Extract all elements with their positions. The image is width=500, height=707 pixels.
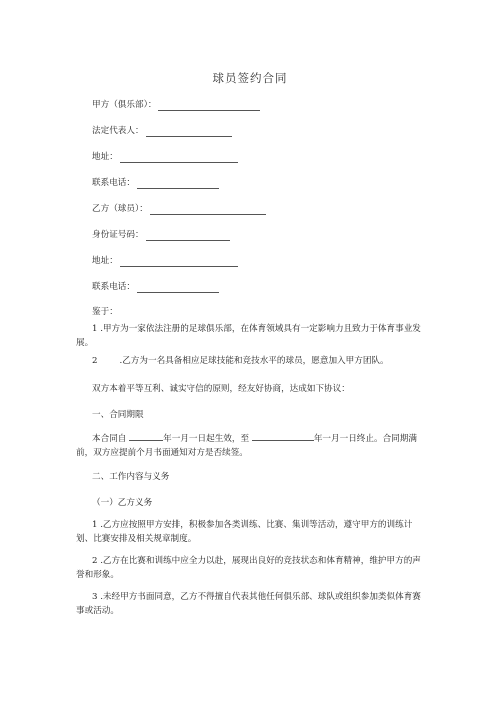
section-2-heading: 二、工作内容与义务 xyxy=(92,472,170,482)
party-b-blank[interactable] xyxy=(150,204,266,215)
recital-2-number: 2 xyxy=(92,356,98,366)
recital-2-text: .乙方为一名具备相应足球技能和竞技水平的球员，愿意加入甲方团队。 xyxy=(119,356,389,366)
phone-a-field xyxy=(92,177,219,189)
phone-a-label: 联系电话： xyxy=(92,178,135,188)
id-number-blank[interactable] xyxy=(146,230,230,241)
party-b-label: 乙方（球员）： xyxy=(92,204,148,214)
phone-b-blank[interactable] xyxy=(137,282,219,293)
start-year-blank[interactable] xyxy=(129,431,163,441)
document-title: 球员签约合同 xyxy=(212,71,288,85)
address-a-field xyxy=(92,151,238,163)
party-b-field xyxy=(92,203,266,215)
duty-3: 3 .未经甲方书面同意，乙方不得擅自代表其他任何俱乐部、球队或组织参加类似体育赛事或活动。 xyxy=(76,592,421,616)
legal-rep-label: 法定代表人： xyxy=(92,126,144,136)
legal-rep-field xyxy=(92,125,232,137)
phone-b-field xyxy=(92,281,219,293)
party-a-label: 甲方（俱乐部）： xyxy=(92,100,157,110)
address-b-field xyxy=(92,255,238,267)
term-part-3: 年一月一日终止。合同期满前，双方应提前个月书面通知对方是否续签。 xyxy=(76,434,417,458)
agreement-statement: 双方本着平等互利、诚实守信的原则，经友好协商，达成如下协议： xyxy=(92,384,350,394)
term-clause xyxy=(76,431,422,460)
duty-2: 2 .乙方在比赛和训练中应全力以赴，展现出良好的竞技状态和体育精神，维护甲方的声誉和形象。 xyxy=(76,556,421,580)
whereas-label: 鉴于： xyxy=(92,307,118,317)
term-part-1: 本合同自 xyxy=(92,434,127,444)
legal-rep-blank[interactable] xyxy=(146,126,232,137)
recital-2 xyxy=(92,355,389,367)
section-1-heading: 一、合同期限 xyxy=(92,410,144,420)
phone-b-label: 联系电话： xyxy=(92,282,135,292)
address-a-blank[interactable] xyxy=(120,152,238,163)
address-b-blank[interactable] xyxy=(120,256,238,267)
duty-1: 1 .乙方应按照甲方安排，积极参加各类训练、比赛、集训等活动，遵守甲方的训练计划、比赛安排及相关规章制度。 xyxy=(76,520,413,544)
phone-a-blank[interactable] xyxy=(137,178,219,189)
recital-1: 1 .甲方为一家依法注册的足球俱乐部，在体育领域具有一定影响力且致力于体育事业发展。 xyxy=(76,324,421,348)
subsection-1-heading: （一）乙方义务 xyxy=(92,498,153,508)
end-year-blank[interactable] xyxy=(252,431,314,441)
party-a-field xyxy=(92,99,260,111)
id-number-label: 身份证号码： xyxy=(92,230,144,240)
party-a-blank[interactable] xyxy=(158,100,260,111)
address-b-label: 地址： xyxy=(92,256,118,266)
address-a-label: 地址： xyxy=(92,152,118,162)
id-number-field xyxy=(92,229,230,241)
term-part-2: 年一月一日起生效，至 xyxy=(163,434,250,444)
